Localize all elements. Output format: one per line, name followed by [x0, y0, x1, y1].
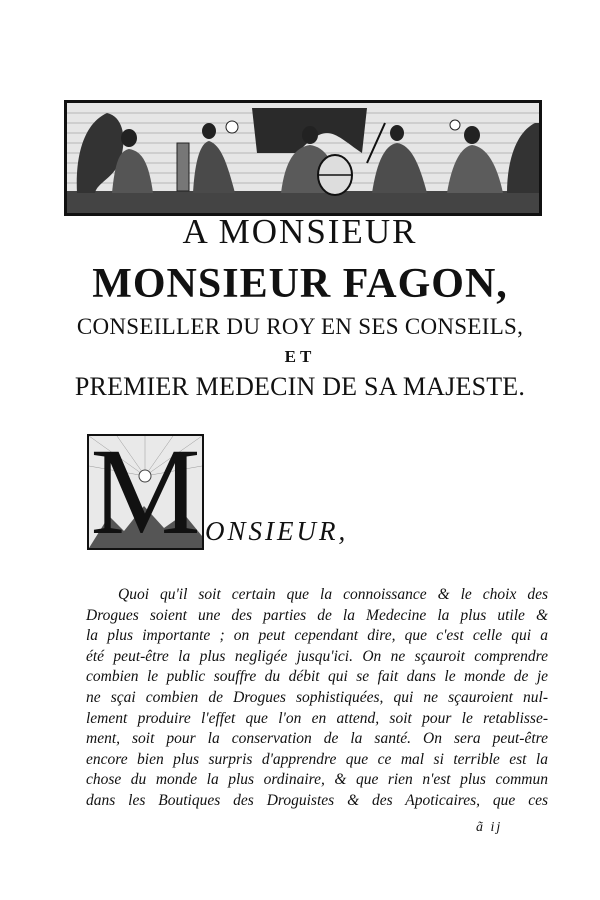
salutation: ONSIEUR, [205, 516, 349, 546]
body-line: ne sçai combien de Drogues sophistiquées, qui ne sçauroient nul- [86, 688, 548, 706]
engraved-header-illustration [64, 100, 542, 216]
dedication-line-3: CONSEILLER DU ROY EN SES CONSEILS, [76, 314, 524, 339]
body-line: la plus importante ; on peut cependant dire, que c'est celle qui a [86, 627, 548, 645]
body-line: combien le public souffre du débit qui se fait dans le monde de je [86, 668, 548, 686]
body-line: chose du monde la plus ordinaire, & que rien n'est plus commun [86, 771, 548, 789]
body-line: été peut-être la plus negligée jusqu'ici. On ne sçauroit comprendre [86, 647, 548, 665]
dedication-line-1: A MONSIEUR [182, 212, 418, 251]
dedication-name: MONSIEUR FAGON, [92, 261, 508, 307]
body-line: ment, soit pour la conservation de la santé. On sera peut-être [86, 730, 548, 748]
body-line: Drogues soient une des parties de la Medecine la plus utile & [86, 606, 548, 624]
body-line: encore bien plus surpris d'apprendre que ce mal si terrible est la [86, 750, 548, 768]
engraving-scene [67, 103, 539, 213]
body-line: lement produire l'effet que l'on en attend, soit pour le retablisse- [86, 709, 548, 727]
body-line: Quoi qu'il soit certain que la connoissance & le choix des [118, 586, 548, 603]
dedication-line-4: ET [284, 347, 316, 366]
decorated-initial [87, 434, 204, 550]
dedication-body [86, 585, 548, 812]
initial-letter: M [90, 434, 201, 550]
dedication-line-5: PREMIER MEDECIN DE SA MAJESTE. [74, 372, 526, 401]
signature-mark: ã ij [476, 820, 503, 835]
body-line: dans les Boutiques des Droguistes & des Apoticaires, que ces [86, 791, 548, 809]
